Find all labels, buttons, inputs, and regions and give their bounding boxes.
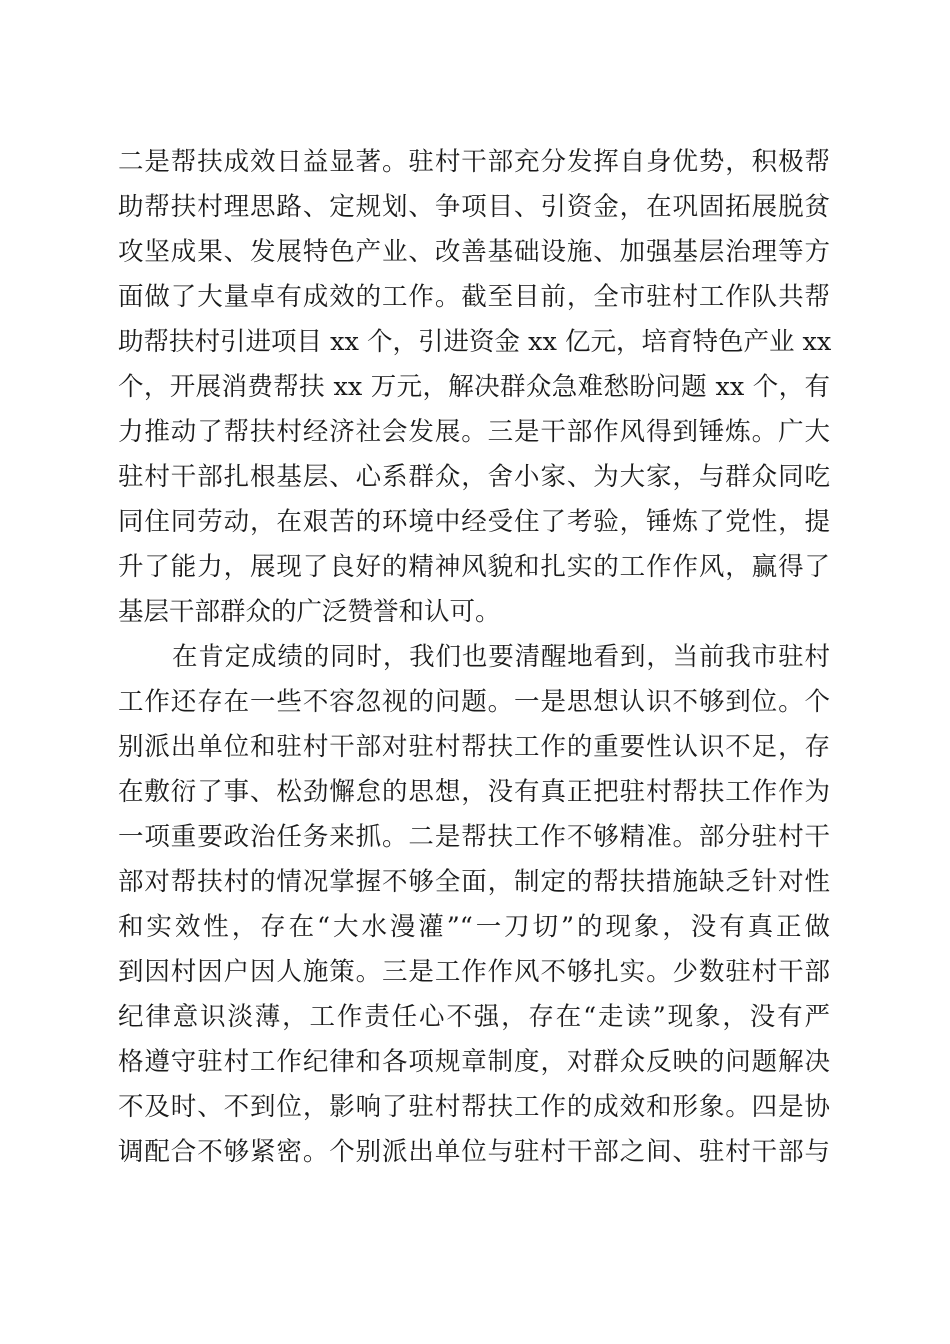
paragraph-2-line: 纪律意识淡薄，工作责任心不强，存在“走读”现象，没有严	[118, 1002, 830, 1032]
paragraph-2-line: 在肯定成绩的同时，我们也要清醒地看到，当前我市驻村	[172, 642, 830, 672]
paragraph-1-line: 力推动了帮扶村经济社会发展。三是干部作风得到锤炼。广大	[118, 417, 830, 447]
paragraph-1-line: 同住同劳动，在艰苦的环境中经受住了考验，锤炼了党性，提	[118, 507, 830, 537]
paragraph-2-line: 调配合不够紧密。个别派出单位与驻村干部之间、驻村干部与	[118, 1137, 830, 1167]
paragraph-2-line: 在敷衍了事、松劲懈怠的思想，没有真正把驻村帮扶工作作为	[118, 777, 830, 807]
paragraph-1-line: 攻坚成果、发展特色产业、改善基础设施、加强基层治理等方	[118, 237, 830, 267]
paragraph-1-line: 基层干部群众的广泛赞誉和认可。	[118, 597, 501, 627]
paragraph-2-line: 不及时、不到位，影响了驻村帮扶工作的成效和形象。四是协	[118, 1092, 830, 1122]
paragraph-1-line: 面做了大量卓有成效的工作。截至目前，全市驻村工作队共帮	[118, 282, 830, 312]
paragraph-2-line: 别派出单位和驻村干部对驻村帮扶工作的重要性认识不足，存	[118, 732, 830, 762]
paragraph-2-line: 到因村因户因人施策。三是工作作风不够扎实。少数驻村干部	[118, 957, 830, 987]
paragraph-1-line: 助帮扶村引进项目 xx 个，引进资金 xx 亿元，培育特色产业 xx	[118, 327, 832, 357]
paragraph-2-line: 部对帮扶村的情况掌握不够全面，制定的帮扶措施缺乏针对性	[118, 867, 830, 897]
paragraph-2-line: 格遵守驻村工作纪律和各项规章制度，对群众反映的问题解决	[118, 1047, 830, 1077]
paragraph-1-line: 个，开展消费帮扶 xx 万元，解决群众急难愁盼问题 xx 个，有	[118, 372, 830, 402]
paragraph-2-line: 和实效性，存在“大水漫灌”“一刀切”的现象，没有真正做	[118, 912, 830, 942]
paragraph-1-line: 二是帮扶成效日益显著。驻村干部充分发挥自身优势，积极帮	[118, 147, 830, 177]
paragraph-1-line: 驻村干部扎根基层、心系群众，舍小家、为大家，与群众同吃	[118, 462, 830, 492]
paragraph-2-line: 一项重要政治任务来抓。二是帮扶工作不够精准。部分驻村干	[118, 822, 830, 852]
paragraph-1-line: 升了能力，展现了良好的精神风貌和扎实的工作作风，赢得了	[118, 552, 830, 582]
paragraph-1-line: 助帮扶村理思路、定规划、争项目、引资金，在巩固拓展脱贫	[118, 192, 830, 222]
paragraph-2-line: 工作还存在一些不容忽视的问题。一是思想认识不够到位。个	[118, 687, 830, 717]
